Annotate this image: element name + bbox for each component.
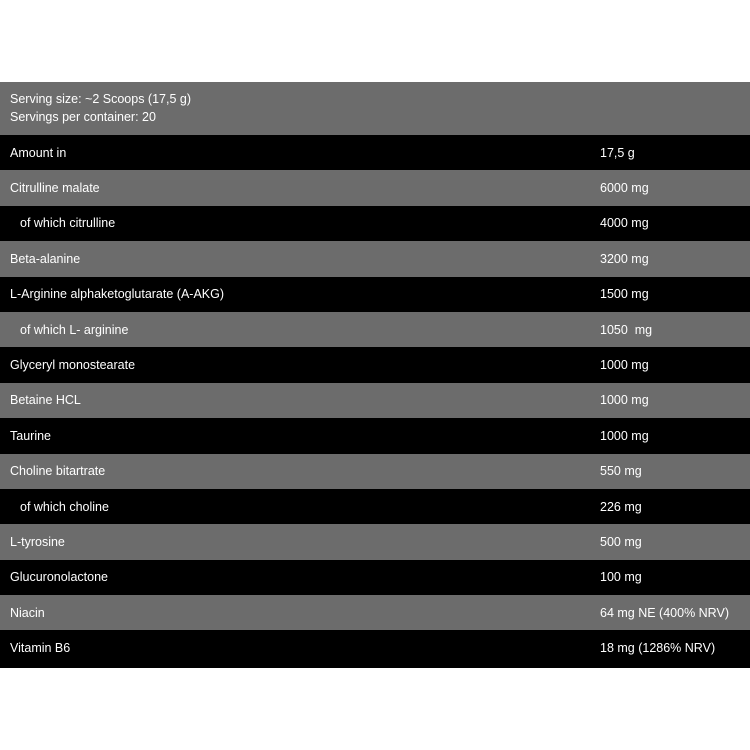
table-row [0,383,750,418]
ingredient-amount: 64 mg NE (400% NRV) [600,605,729,620]
ingredient-amount: 6000 mg [600,181,649,196]
serving-size: Serving size: ~2 Scoops (17,5 g) [10,92,191,106]
ingredient-amount: 550 mg [600,464,642,479]
table-row [0,135,750,170]
table-row [0,560,750,595]
ingredient-amount: 1000 mg [600,393,649,408]
bottom-divider [0,662,750,668]
table-row [0,170,750,205]
ingredient-amount: 226 mg [600,499,642,514]
table-row [0,347,750,382]
ingredient-amount: 100 mg [600,570,642,585]
ingredient-amount: 1050 mg [600,322,653,337]
nutrition-facts-panel [0,82,750,668]
table-row [0,630,750,665]
ingredient-amount: 1000 mg [600,428,649,443]
table-row [0,206,750,241]
ingredient-name: Taurine [10,428,51,443]
ingredient-name: L-tyrosine [10,534,65,549]
ingredient-name: L-Arginine alphaketoglutarate (A-AKG) [10,287,225,302]
servings-per-container: Servings per container: 20 [10,110,156,124]
ingredient-name: Amount in [10,145,67,160]
ingredient-name: of which citrulline [20,216,116,231]
ingredient-amount: 1500 mg [600,287,649,302]
ingredient-amount: 500 mg [600,534,642,549]
ingredient-name: Vitamin B6 [10,641,71,656]
serving-info [0,82,750,135]
table-row [0,312,750,347]
ingredient-name: of which L- arginine [20,322,129,337]
ingredient-name: Beta-alanine [10,251,81,266]
ingredient-name: Niacin [10,605,45,620]
ingredient-amount: 17,5 g [600,145,635,160]
table-row [0,595,750,630]
ingredient-name: Betaine HCL [10,393,81,408]
ingredient-name: Choline bitartrate [10,464,106,479]
table-row [0,524,750,559]
ingredient-amount: 4000 mg [600,216,649,231]
table-row [0,241,750,276]
table-row [0,277,750,312]
table-row [0,489,750,524]
table-row [0,454,750,489]
ingredients-table [0,135,750,666]
ingredient-name: Citrulline malate [10,181,100,196]
ingredient-amount: 18 mg (1286% NRV) [600,641,716,656]
ingredient-name: Glyceryl monostearate [10,358,136,373]
ingredient-name: of which choline [20,499,109,514]
ingredient-name: Glucuronolactone [10,570,108,585]
table-row [0,418,750,453]
ingredient-amount: 1000 mg [600,358,649,373]
ingredient-amount: 3200 mg [600,251,649,266]
